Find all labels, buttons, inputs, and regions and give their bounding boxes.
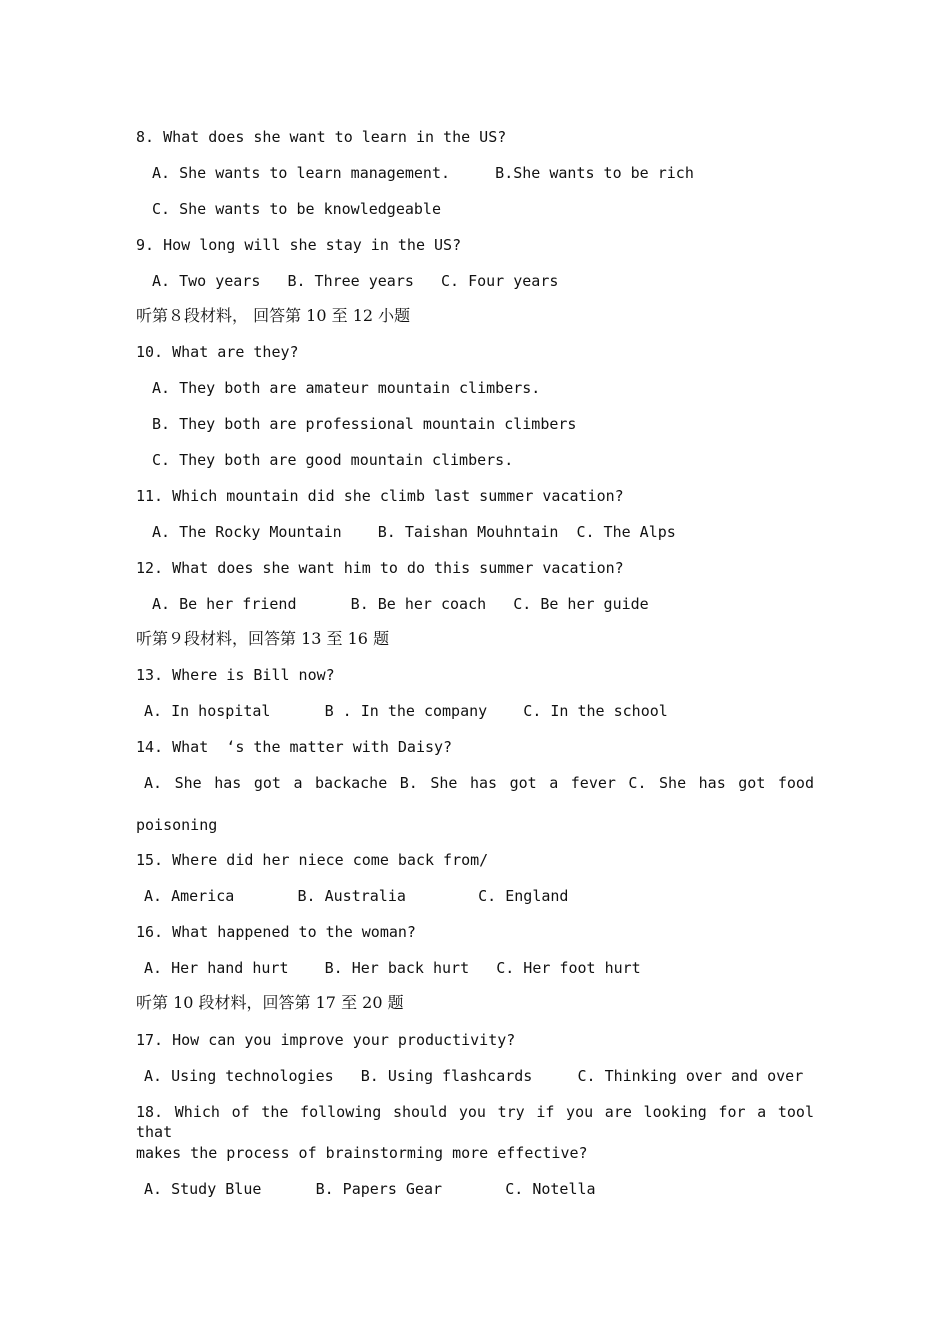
- question-14-options: A. She has got a backache B. She has got a fever C. She has got food: [144, 774, 814, 792]
- question-18-options: A. Study Blue B. Papers Gear C. Notella: [144, 1180, 596, 1198]
- question-18-continued: makes the process of brainstorming more effective?: [136, 1144, 588, 1162]
- question-12: 12. What does she want him to do this summer vacation?: [136, 559, 624, 577]
- question-16: 16. What happened to the woman?: [136, 923, 416, 941]
- question-9-options: A. Two years B. Three years C. Four years: [152, 272, 559, 290]
- question-10-option-c: C. They both are good mountain climbers.: [152, 451, 514, 469]
- question-8: 8. What does she want to learn in the US?: [136, 128, 507, 146]
- question-12-options: A. Be her friend B. Be her coach C. Be her guide: [152, 595, 649, 613]
- section-10-heading: 听第 10 段材料，回答第 17 至 20 题: [136, 993, 404, 1012]
- question-13: 13. Where is Bill now?: [136, 666, 335, 684]
- question-16-options: A. Her hand hurt B. Her back hurt C. Her foot hurt: [144, 959, 641, 977]
- section-9-heading: 听第９段材料，回答第 13 至 16 题: [136, 629, 390, 648]
- question-18: 18. Which of the following should you try if you are looking for a tool that: [136, 1103, 814, 1141]
- question-17-options: A. Using technologies B. Using flashcards C. Thinking over and over: [144, 1067, 804, 1085]
- question-11: 11. Which mountain did she climb last summer vacation?: [136, 487, 624, 505]
- question-10-option-a: A. They both are amateur mountain climbers.: [152, 379, 541, 397]
- question-14-options-continued: poisoning: [136, 816, 218, 834]
- question-9: 9. How long will she stay in the US?: [136, 236, 462, 254]
- question-11-options: A. The Rocky Mountain B. Taishan Mouhntain C. The Alps: [152, 523, 676, 541]
- question-13-options: A. In hospital B . In the company C. In the school: [144, 702, 668, 720]
- section-8-heading: 听第８段材料， 回答第 10 至 12 小题: [136, 306, 411, 325]
- question-8-options-ab: A. She wants to learn management. B.She wants to be rich: [152, 164, 694, 182]
- question-10-option-b: B. They both are professional mountain climbers: [152, 415, 577, 433]
- question-8-option-c: C. She wants to be knowledgeable: [152, 200, 441, 218]
- question-15-options: A. America B. Australia C. England: [144, 887, 569, 905]
- question-10: 10. What are they?: [136, 343, 299, 361]
- question-15: 15. Where did her niece come back from/: [136, 851, 489, 869]
- question-14: 14. What ‘s the matter with Daisy?: [136, 738, 453, 756]
- question-17: 17. How can you improve your productivity?: [136, 1031, 516, 1049]
